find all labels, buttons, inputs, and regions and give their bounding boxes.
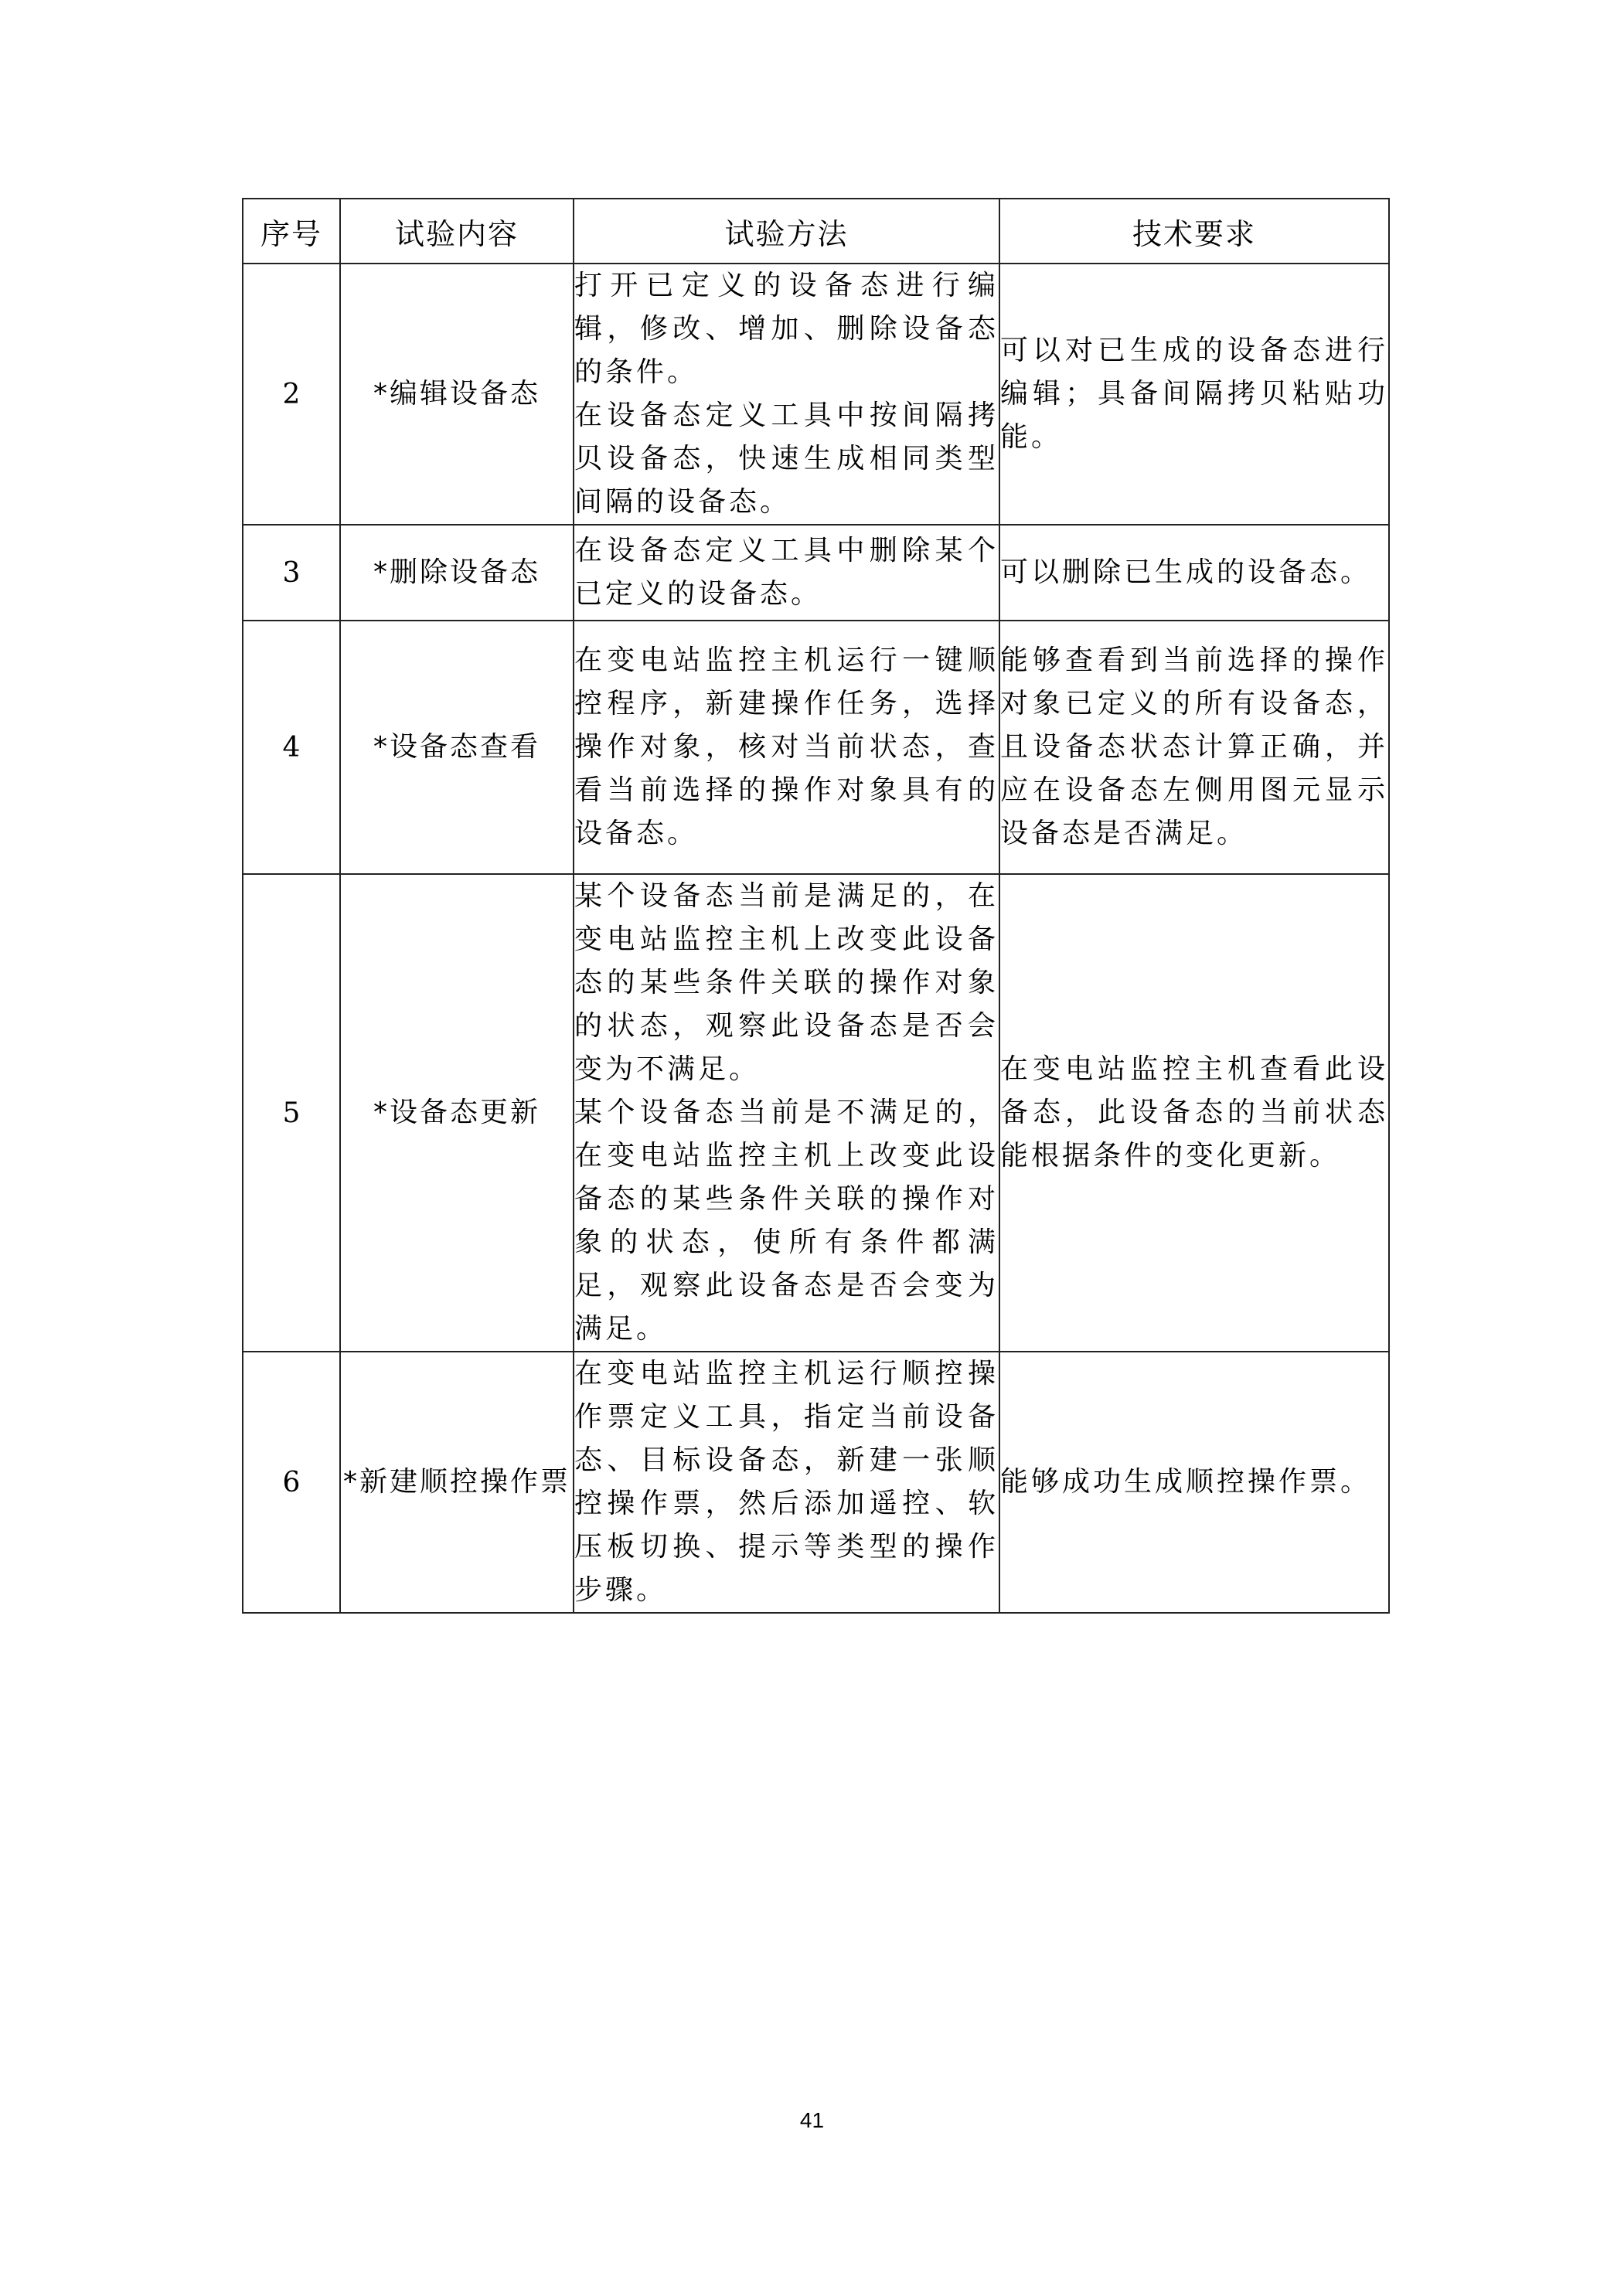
row-test-method: [574, 874, 999, 1352]
table-row: [243, 1352, 1389, 1613]
row-test-item: *删除设备态: [340, 525, 574, 621]
row-no: 5: [243, 874, 340, 1352]
row-test-method: [574, 525, 999, 621]
row-technical-requirement: 可以删除已生成的设备态。: [999, 525, 1389, 621]
method-paragraph: 在变电站监控主机运行顺控操作票定义工具，指定当前设备态、目标设备态，新建一张顺控操作票，然后添加遥控、软压板切换、提示等类型的操作步骤。: [574, 1358, 999, 1606]
row-technical-requirement: 可以对已生成的设备态进行编辑；具备间隔拷贝粘贴功能。: [999, 264, 1389, 525]
row-no: 6: [243, 1352, 340, 1613]
header-test-method: 试验方法: [574, 199, 999, 264]
row-test-method: [574, 621, 999, 874]
row-no: 2: [243, 264, 340, 525]
header-technical-requirement: 技术要求: [999, 199, 1389, 264]
row-test-item: *设备态更新: [340, 874, 574, 1352]
row-no: 4: [243, 621, 340, 874]
test-spec-table: [242, 198, 1390, 1614]
method-paragraph: 某个设备态当前是不满足的，在变电站监控主机上改变此设备态的某些条件关联的操作对象的状态，使所有条件都满足，观察此设备态是否会变为满足。: [574, 1097, 999, 1345]
row-technical-requirement: 能够查看到当前选择的操作对象已定义的所有设备态，且设备态状态计算正确，并应在设备态左侧用图元显示设备态是否满足。: [999, 621, 1389, 874]
row-no: 3: [243, 525, 340, 621]
method-paragraph: 某个设备态当前是满足的，在变电站监控主机上改变此设备态的某些条件关联的操作对象的状态，观察此设备态是否会变为不满足。: [574, 880, 999, 1085]
method-paragraph: 打开已定义的设备态进行编辑，修改、增加、删除设备态的条件。: [574, 270, 999, 388]
method-paragraph: 在设备态定义工具中按间隔拷贝设备态，快速生成相同类型间隔的设备态。: [574, 400, 999, 518]
row-technical-requirement: 能够成功生成顺控操作票。: [999, 1352, 1389, 1613]
row-test-item: *设备态查看: [340, 621, 574, 874]
table-row: [243, 264, 1389, 525]
method-paragraph: 在设备态定义工具中删除某个已定义的设备态。: [574, 535, 999, 610]
row-test-item: *新建顺控操作票: [340, 1352, 574, 1613]
row-technical-requirement: 在变电站监控主机查看此设备态，此设备态的当前状态能根据条件的变化更新。: [999, 874, 1389, 1352]
row-test-item: *编辑设备态: [340, 264, 574, 525]
table-row: [243, 525, 1389, 621]
row-test-method: [574, 1352, 999, 1613]
header-test-item: 试验内容: [340, 199, 574, 264]
page-number: 41: [799, 2108, 825, 2132]
table-row: [243, 621, 1389, 874]
header-no: 序号: [243, 199, 340, 264]
table-header-row: [243, 199, 1389, 264]
method-paragraph: 在变电站监控主机运行一键顺控程序，新建操作任务，选择操作对象，核对当前状态，查看当前选择的操作对象具有的设备态。: [574, 645, 999, 849]
row-test-method: [574, 264, 999, 525]
table-row: [243, 874, 1389, 1352]
